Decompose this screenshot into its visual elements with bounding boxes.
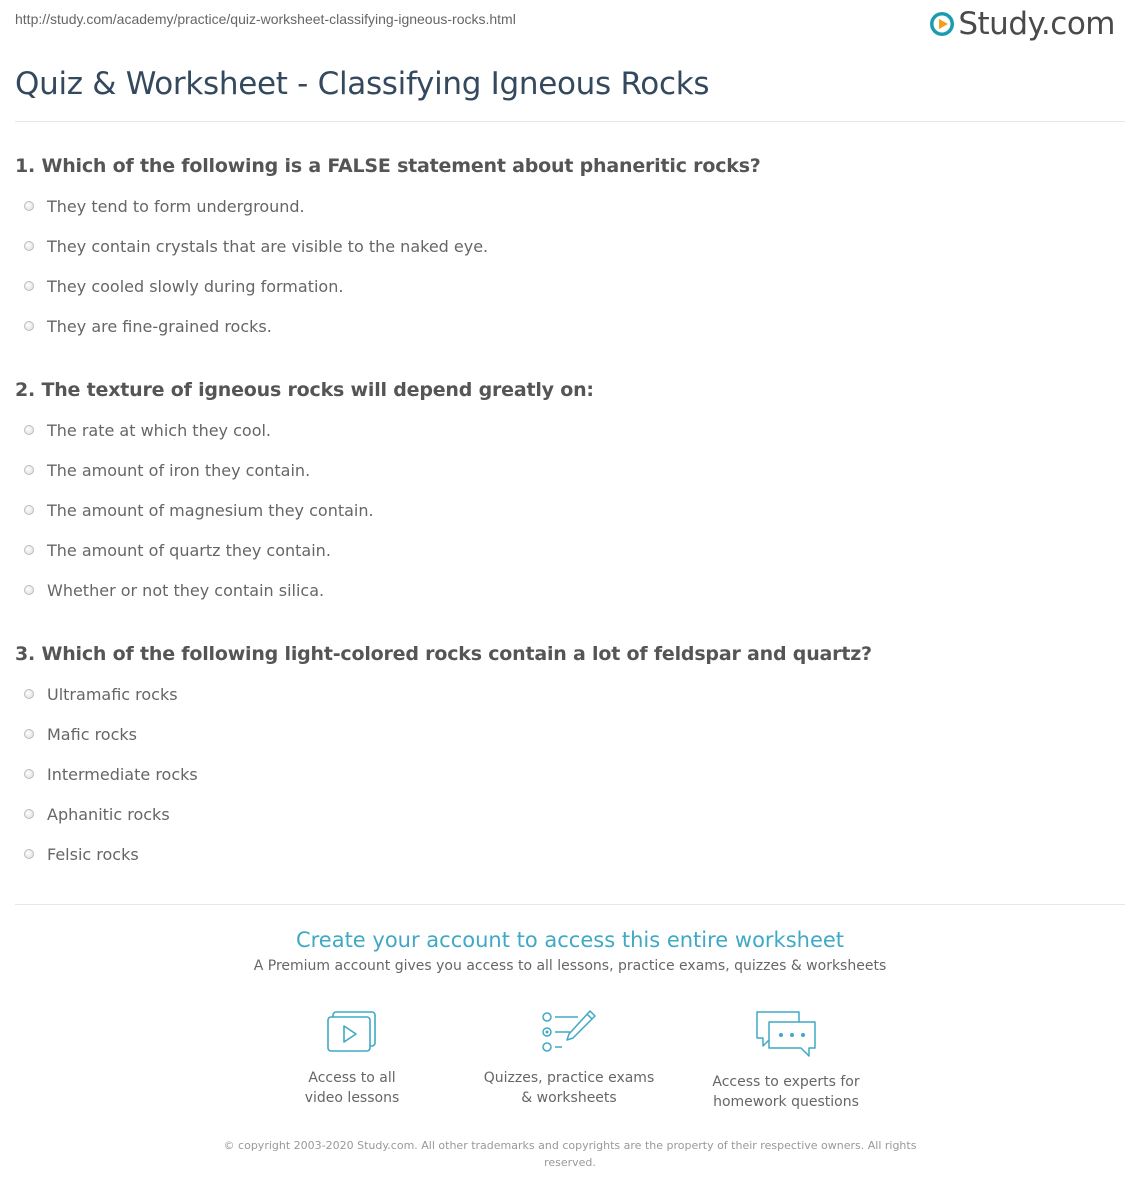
answer-option[interactable] (15, 495, 1125, 535)
question-text: 3. Which of the following light-colored rocks contain a lot of feldspar and quartz? (15, 643, 872, 665)
feature-label: Access to all video lessons (304, 1070, 400, 1106)
radio-button[interactable] (24, 769, 34, 779)
answer-option[interactable] (15, 535, 1125, 575)
radio-button[interactable] (24, 729, 34, 739)
option-label: They cooled slowly during formation. (47, 277, 344, 296)
radio-button[interactable] (24, 425, 34, 435)
radio-button[interactable] (24, 505, 34, 515)
option-label: Whether or not they contain silica. (47, 581, 325, 600)
option-label: The amount of magnesium they contain. (47, 501, 374, 520)
copyright-footer: © copyright 2003-2020 Study.com. All other trademarks and copyrights are the property of their respective owners. All rights reserved. (223, 1139, 917, 1169)
answer-option[interactable] (15, 415, 1125, 455)
option-label: They tend to form underground. (47, 197, 305, 216)
radio-button[interactable] (24, 465, 34, 475)
play-logo-icon (929, 11, 955, 37)
study-logo[interactable] (929, 6, 1115, 42)
question-2 (15, 379, 1125, 615)
cta-divider (15, 904, 1125, 905)
quiz-checklist-icon (469, 1008, 669, 1056)
option-label: Aphanitic rocks (47, 805, 170, 824)
question-1 (15, 155, 1125, 351)
premium-description: A Premium account gives you access to all lessons, practice exams, quizzes & worksheets (253, 958, 887, 974)
option-label: Mafic rocks (47, 725, 137, 744)
logo-text: Study.com (958, 6, 1115, 42)
question-3 (15, 643, 1125, 879)
video-lesson-icon (252, 1008, 452, 1056)
feature-quizzes (469, 1008, 669, 1108)
radio-button[interactable] (24, 809, 34, 819)
option-label: Intermediate rocks (47, 765, 198, 784)
title-divider (15, 121, 1125, 122)
answer-options (15, 679, 1125, 879)
radio-button[interactable] (24, 585, 34, 595)
page-url[interactable]: http://study.com/academy/practice/quiz-worksheet-classifying-igneous-rocks.html (15, 11, 516, 27)
answer-option[interactable] (15, 839, 1125, 879)
option-label: They are fine-grained rocks. (47, 317, 272, 336)
feature-video-lessons (252, 1008, 452, 1108)
answer-option[interactable] (15, 719, 1125, 759)
answer-option[interactable] (15, 191, 1125, 231)
answer-option[interactable] (15, 311, 1125, 351)
option-label: The rate at which they cool. (47, 421, 272, 440)
answer-options (15, 415, 1125, 615)
answer-option[interactable] (15, 231, 1125, 271)
answer-option[interactable] (15, 679, 1125, 719)
answer-option[interactable] (15, 455, 1125, 495)
answer-option[interactable] (15, 271, 1125, 311)
radio-button[interactable] (24, 241, 34, 251)
question-text: 2. The texture of igneous rocks will depend greatly on: (15, 379, 594, 401)
option-label: The amount of quartz they contain. (47, 541, 331, 560)
radio-button[interactable] (24, 321, 34, 331)
answer-option[interactable] (15, 799, 1125, 839)
option-label: Felsic rocks (47, 845, 139, 864)
option-label: They contain crystals that are visible to the naked eye. (47, 237, 489, 256)
question-text: 1. Which of the following is a FALSE statement about phaneritic rocks? (15, 155, 761, 177)
option-label: The amount of iron they contain. (47, 461, 311, 480)
answer-option[interactable] (15, 759, 1125, 799)
chat-bubbles-icon (686, 1008, 886, 1060)
feature-experts (686, 1008, 886, 1112)
radio-button[interactable] (24, 849, 34, 859)
create-account-link[interactable]: Create your account to access this entire worksheet (295, 928, 845, 952)
radio-button[interactable] (24, 689, 34, 699)
answer-options (15, 191, 1125, 351)
feature-label: Access to experts for homework questions (712, 1074, 860, 1110)
radio-button[interactable] (24, 201, 34, 211)
radio-button[interactable] (24, 281, 34, 291)
feature-label: Quizzes, practice exams & worksheets (483, 1070, 655, 1106)
radio-button[interactable] (24, 545, 34, 555)
option-label: Ultramafic rocks (47, 685, 178, 704)
top-bar (0, 0, 1140, 50)
answer-option[interactable] (15, 575, 1125, 615)
page-title: Quiz & Worksheet - Classifying Igneous Rocks (15, 66, 710, 102)
